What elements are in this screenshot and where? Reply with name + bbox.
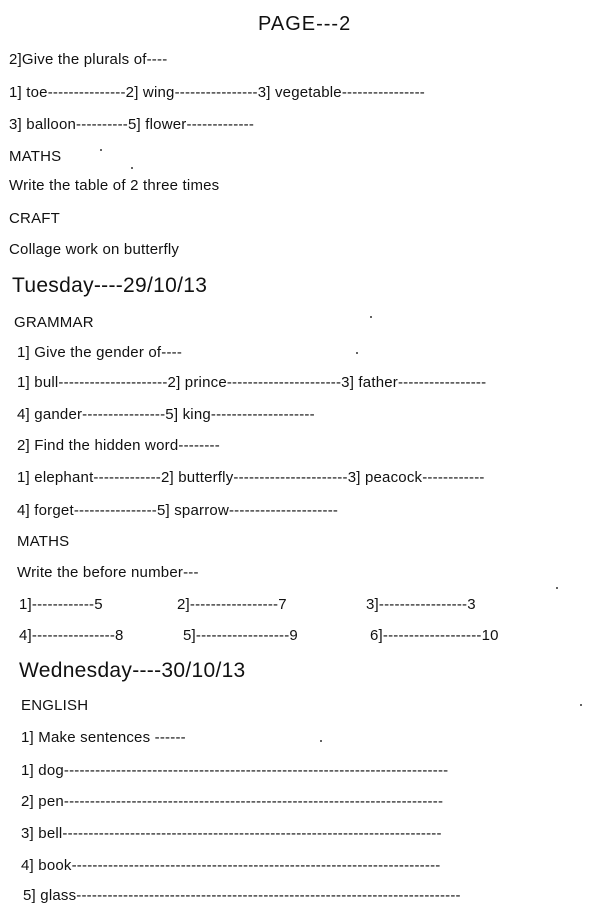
hidden-word-heading: 2] Find the hidden word--------	[17, 437, 220, 454]
before-number-2: 2]-----------------7	[177, 596, 287, 613]
wednesday-heading: Wednesday----30/10/13	[19, 659, 246, 682]
hidden-word-row-2: 4] forget----------------5] sparrow---------------------	[17, 502, 339, 519]
maths-task-1: Write the table of 2 three times	[9, 177, 220, 194]
tuesday-heading: Tuesday----29/10/13	[12, 274, 208, 297]
gender-heading: 1] Give the gender of----	[17, 344, 183, 361]
plurals-heading: 2]Give the plurals of----	[9, 51, 168, 68]
gender-row-2: 4] gander----------------5] king--------------------	[17, 406, 315, 423]
maths-heading-2: MATHS	[17, 533, 70, 550]
english-heading: ENGLISH	[21, 697, 89, 714]
before-number-heading: Write the before number---	[17, 564, 199, 581]
before-number-4: 4]----------------8	[19, 627, 124, 644]
craft-task: Collage work on butterfly	[9, 241, 180, 258]
sentences-heading: 1] Make sentences ------	[21, 729, 186, 746]
sentence-line-3: 3] bell-------------------------------------------------------------------------	[21, 825, 442, 842]
scan-speck	[131, 167, 133, 169]
gender-row-1: 1] bull---------------------2] prince----------------------3] father-----------------	[17, 374, 487, 391]
plurals-row-1: 1] toe---------------2] wing----------------3] vegetable----------------	[9, 84, 425, 101]
sentence-line-1: 1] dog--------------------------------------------------------------------------	[21, 762, 449, 779]
grammar-heading: GRAMMAR	[14, 314, 94, 331]
scan-speck	[356, 352, 358, 354]
sentence-line-2: 2] pen-------------------------------------------------------------------------	[21, 793, 444, 810]
before-number-6: 6]-------------------10	[370, 627, 499, 644]
sentence-line-5: 5] glass--------------------------------------------------------------------------	[23, 887, 461, 904]
scan-speck	[580, 704, 582, 706]
before-number-1: 1]------------5	[19, 596, 103, 613]
craft-heading: CRAFT	[9, 210, 60, 227]
scan-speck	[100, 149, 102, 151]
plurals-row-2: 3] balloon----------5] flower-------------	[9, 116, 255, 133]
page-title: PAGE---2	[258, 13, 352, 35]
sentence-line-4: 4] book-----------------------------------------------------------------------	[21, 857, 441, 874]
before-number-3: 3]-----------------3	[366, 596, 476, 613]
scan-speck	[320, 740, 322, 742]
before-number-5: 5]------------------9	[183, 627, 298, 644]
maths-heading-1: MATHS	[9, 148, 62, 165]
hidden-word-row-1: 1] elephant-------------2] butterfly----------------------3] peacock------------	[17, 469, 485, 486]
scan-speck	[370, 316, 372, 318]
scan-speck	[556, 587, 558, 589]
